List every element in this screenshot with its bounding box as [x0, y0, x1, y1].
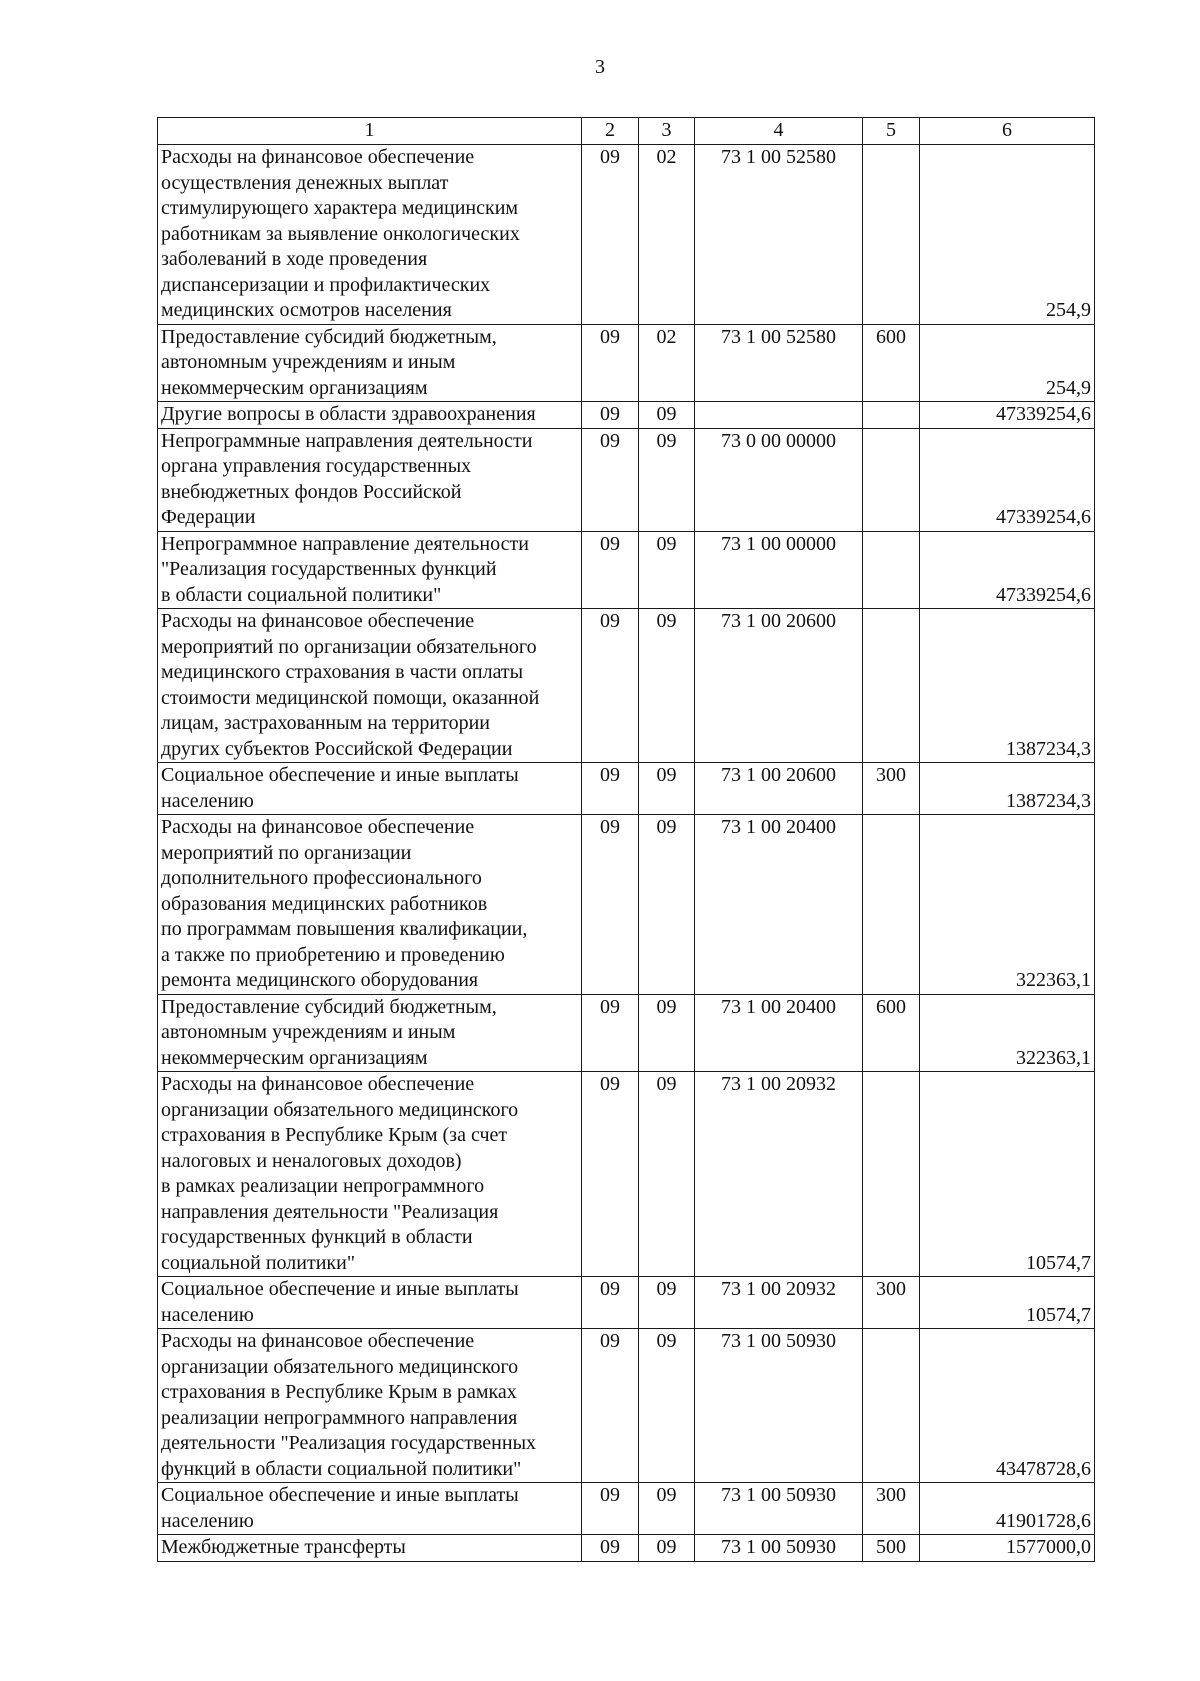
row-amount-cell: 47339254,6: [920, 428, 1095, 531]
row-target-article-cell: 73 1 00 50930: [695, 1483, 863, 1535]
table-row: [158, 1277, 1095, 1329]
row-amount-cell: 43478728,6: [920, 1329, 1095, 1483]
row-name-cell: Другие вопросы в области здравоохранения: [158, 402, 582, 429]
row-target-article-cell: 73 1 00 50930: [695, 1329, 863, 1483]
row-target-article-cell: 73 1 00 52580: [695, 145, 863, 325]
row-amount-cell: 1387234,3: [920, 763, 1095, 815]
column-header-6: 6: [920, 118, 1095, 145]
row-target-article-cell: 73 1 00 50930: [695, 1535, 863, 1562]
row-name-cell: Предоставление субсидий бюджетным, автономным учреждениям и иным некоммерческим организациям: [158, 994, 582, 1072]
row-expense-type-cell: [863, 402, 920, 429]
row-name-cell: Расходы на финансовое обеспечение мероприятий по организации обязательного медицинского страхования в части оплаты стоимости медицинской помощи, оказанной лицам, застрахованным на территории других субъектов Российской Федерации: [158, 609, 582, 763]
table-row: [158, 531, 1095, 609]
column-header-1: 1: [158, 118, 582, 145]
table-row: [158, 1535, 1095, 1562]
table-row: [158, 1329, 1095, 1483]
column-header-2: 2: [582, 118, 639, 145]
row-amount-cell: 10574,7: [920, 1277, 1095, 1329]
table-row: [158, 815, 1095, 995]
row-target-article-cell: 73 1 00 20600: [695, 763, 863, 815]
row-expense-type-cell: [863, 1329, 920, 1483]
row-section-cell: 09: [582, 531, 639, 609]
row-name-cell: Расходы на финансовое обеспечение организации обязательного медицинского страхования в Республике Крым (за счет налоговых и неналоговых доходов) в рамках реализации непрограммного направления деятельности "Реализация государственных функций в области социальной политики": [158, 1072, 582, 1277]
row-expense-type-cell: [863, 428, 920, 531]
row-target-article-cell: 73 1 00 20932: [695, 1277, 863, 1329]
row-section-cell: 09: [582, 1277, 639, 1329]
row-amount-cell: 322363,1: [920, 994, 1095, 1072]
row-expense-type-cell: [863, 1072, 920, 1277]
row-expense-type-cell: 500: [863, 1535, 920, 1562]
row-subsection-cell: 02: [639, 324, 695, 402]
row-expense-type-cell: [863, 145, 920, 325]
row-section-cell: 09: [582, 324, 639, 402]
row-subsection-cell: 09: [639, 815, 695, 995]
table-body: [158, 145, 1095, 1562]
row-section-cell: 09: [582, 609, 639, 763]
table-row: [158, 763, 1095, 815]
row-section-cell: 09: [582, 1535, 639, 1562]
row-subsection-cell: 09: [639, 428, 695, 531]
row-amount-cell: 10574,7: [920, 1072, 1095, 1277]
row-expense-type-cell: [863, 815, 920, 995]
page-number: 3: [595, 56, 605, 78]
row-section-cell: 09: [582, 994, 639, 1072]
row-target-article-cell: [695, 402, 863, 429]
row-target-article-cell: 73 1 00 52580: [695, 324, 863, 402]
row-amount-cell: 47339254,6: [920, 402, 1095, 429]
row-amount-cell: 47339254,6: [920, 531, 1095, 609]
row-name-cell: Социальное обеспечение и иные выплаты населению: [158, 1277, 582, 1329]
column-header-5: 5: [863, 118, 920, 145]
row-amount-cell: 41901728,6: [920, 1483, 1095, 1535]
table-row: [158, 428, 1095, 531]
row-amount-cell: 322363,1: [920, 815, 1095, 995]
row-section-cell: 09: [582, 815, 639, 995]
row-section-cell: 09: [582, 1329, 639, 1483]
row-target-article-cell: 73 0 00 00000: [695, 428, 863, 531]
row-expense-type-cell: 600: [863, 994, 920, 1072]
row-target-article-cell: 73 1 00 20600: [695, 609, 863, 763]
row-expense-type-cell: 300: [863, 1277, 920, 1329]
row-name-cell: Непрограммное направление деятельности "Реализация государственных функций в области социальной политики": [158, 531, 582, 609]
table-row: [158, 994, 1095, 1072]
row-subsection-cell: 09: [639, 531, 695, 609]
row-target-article-cell: 73 1 00 20400: [695, 815, 863, 995]
table-row: [158, 1072, 1095, 1277]
row-section-cell: 09: [582, 763, 639, 815]
table-row: [158, 324, 1095, 402]
row-name-cell: Предоставление субсидий бюджетным, автономным учреждениям и иным некоммерческим организациям: [158, 324, 582, 402]
row-amount-cell: 254,9: [920, 145, 1095, 325]
row-subsection-cell: 09: [639, 1329, 695, 1483]
row-name-cell: Непрограммные направления деятельности органа управления государственных внебюджетных фондов Российской Федерации: [158, 428, 582, 531]
row-target-article-cell: 73 1 00 20400: [695, 994, 863, 1072]
row-name-cell: Социальное обеспечение и иные выплаты населению: [158, 763, 582, 815]
table-row: [158, 402, 1095, 429]
row-section-cell: 09: [582, 1072, 639, 1277]
column-header-4: 4: [695, 118, 863, 145]
row-subsection-cell: 09: [639, 1072, 695, 1277]
row-amount-cell: 254,9: [920, 324, 1095, 402]
row-name-cell: Расходы на финансовое обеспечение мероприятий по организации дополнительного профессионального образования медицинских работников по программам повышения квалификации, а также по приобретению и проведению ремонта медицинского оборудования: [158, 815, 582, 995]
row-section-cell: 09: [582, 1483, 639, 1535]
row-expense-type-cell: 300: [863, 763, 920, 815]
row-expense-type-cell: 300: [863, 1483, 920, 1535]
row-amount-cell: 1577000,0: [920, 1535, 1095, 1562]
budget-table: [157, 117, 1095, 1562]
table-row: [158, 609, 1095, 763]
row-target-article-cell: 73 1 00 20932: [695, 1072, 863, 1277]
column-header-3: 3: [639, 118, 695, 145]
row-name-cell: Межбюджетные трансферты: [158, 1535, 582, 1562]
row-name-cell: Социальное обеспечение и иные выплаты населению: [158, 1483, 582, 1535]
row-expense-type-cell: [863, 531, 920, 609]
table-row: [158, 145, 1095, 325]
row-subsection-cell: 09: [639, 763, 695, 815]
row-name-cell: Расходы на финансовое обеспечение осуществления денежных выплат стимулирующего характера медицинским работникам за выявление онкологических заболеваний в ходе проведения диспансеризации и профилактических медицинских осмотров населения: [158, 145, 582, 325]
row-section-cell: 09: [582, 428, 639, 531]
row-subsection-cell: 09: [639, 1535, 695, 1562]
row-subsection-cell: 09: [639, 402, 695, 429]
row-expense-type-cell: 600: [863, 324, 920, 402]
row-expense-type-cell: [863, 609, 920, 763]
row-amount-cell: 1387234,3: [920, 609, 1095, 763]
row-section-cell: 09: [582, 402, 639, 429]
row-subsection-cell: 09: [639, 994, 695, 1072]
row-section-cell: 09: [582, 145, 639, 325]
row-subsection-cell: 09: [639, 1277, 695, 1329]
table-row: [158, 1483, 1095, 1535]
table-header-row: [158, 118, 1095, 145]
row-subsection-cell: 09: [639, 609, 695, 763]
row-subsection-cell: 09: [639, 1483, 695, 1535]
row-name-cell: Расходы на финансовое обеспечение организации обязательного медицинского страхования в Республике Крым в рамках реализации непрограммного направления деятельности "Реализация государственных функций в области социальной политики": [158, 1329, 582, 1483]
row-subsection-cell: 02: [639, 145, 695, 325]
row-target-article-cell: 73 1 00 00000: [695, 531, 863, 609]
